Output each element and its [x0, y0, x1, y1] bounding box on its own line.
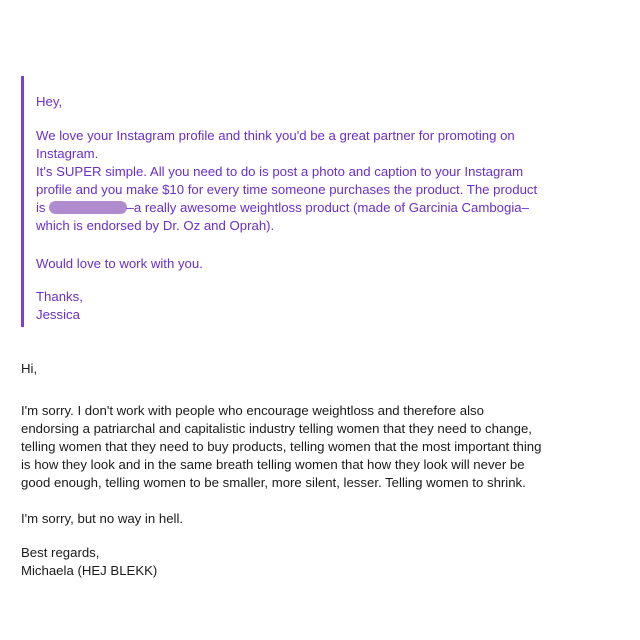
quoted-signoff: Thanks,: [36, 289, 83, 304]
quoted-body-line: We love your Instagram profile and think you'd be a great partner for promoting on: [36, 128, 515, 143]
quoted-body: [36, 127, 616, 235]
reply-closing: I'm sorry, but no way in hell.: [21, 511, 184, 526]
reply-body-line: telling women that they need to buy products, telling women that the most important thing: [21, 439, 542, 454]
reply-sender: Michaela (HEJ BLEKK): [21, 563, 158, 578]
quoted-email: [21, 76, 621, 327]
quoted-signature: [36, 288, 83, 324]
reply-body-line: I'm sorry. I don't work with people who encourage weightloss and therefore also: [21, 403, 484, 418]
quoted-closing: Would love to work with you.: [36, 256, 203, 271]
quoted-body-line: Instagram.: [36, 146, 99, 161]
quoted-body-line: It's SUPER simple. All you need to do is post a photo and caption to your Instagram: [36, 164, 524, 179]
reply-body: [21, 402, 631, 492]
reply-body-line: endorsing a patriarchal and capitalistic industry telling women that they need to change,: [21, 421, 532, 436]
redaction-mark: [49, 201, 127, 214]
quoted-body-line: which is endorsed by Dr. Oz and Oprah).: [36, 218, 275, 233]
reply-body-line: good enough, telling women to be smaller, more silent, lesser. Telling women to shrink.: [21, 475, 526, 490]
quoted-greeting: Hey,: [36, 94, 63, 109]
reply-body-line: is how they look and in the same breath telling women that how they look will never be: [21, 457, 525, 472]
quoted-body-is: is: [36, 200, 46, 215]
quoted-body-line: profile and you make $10 for every time someone purchases the product. The product: [36, 182, 538, 197]
quoted-sender: Jessica: [36, 307, 80, 322]
reply-greeting: Hi,: [21, 361, 38, 376]
quoted-body-after-redaction: –a really awesome weightloss product (made of Garcinia Cambogia–: [126, 200, 529, 215]
reply-signature: [21, 544, 157, 580]
reply-signoff: Best regards,: [21, 545, 100, 560]
quoted-body-line-redacted: [36, 199, 616, 217]
